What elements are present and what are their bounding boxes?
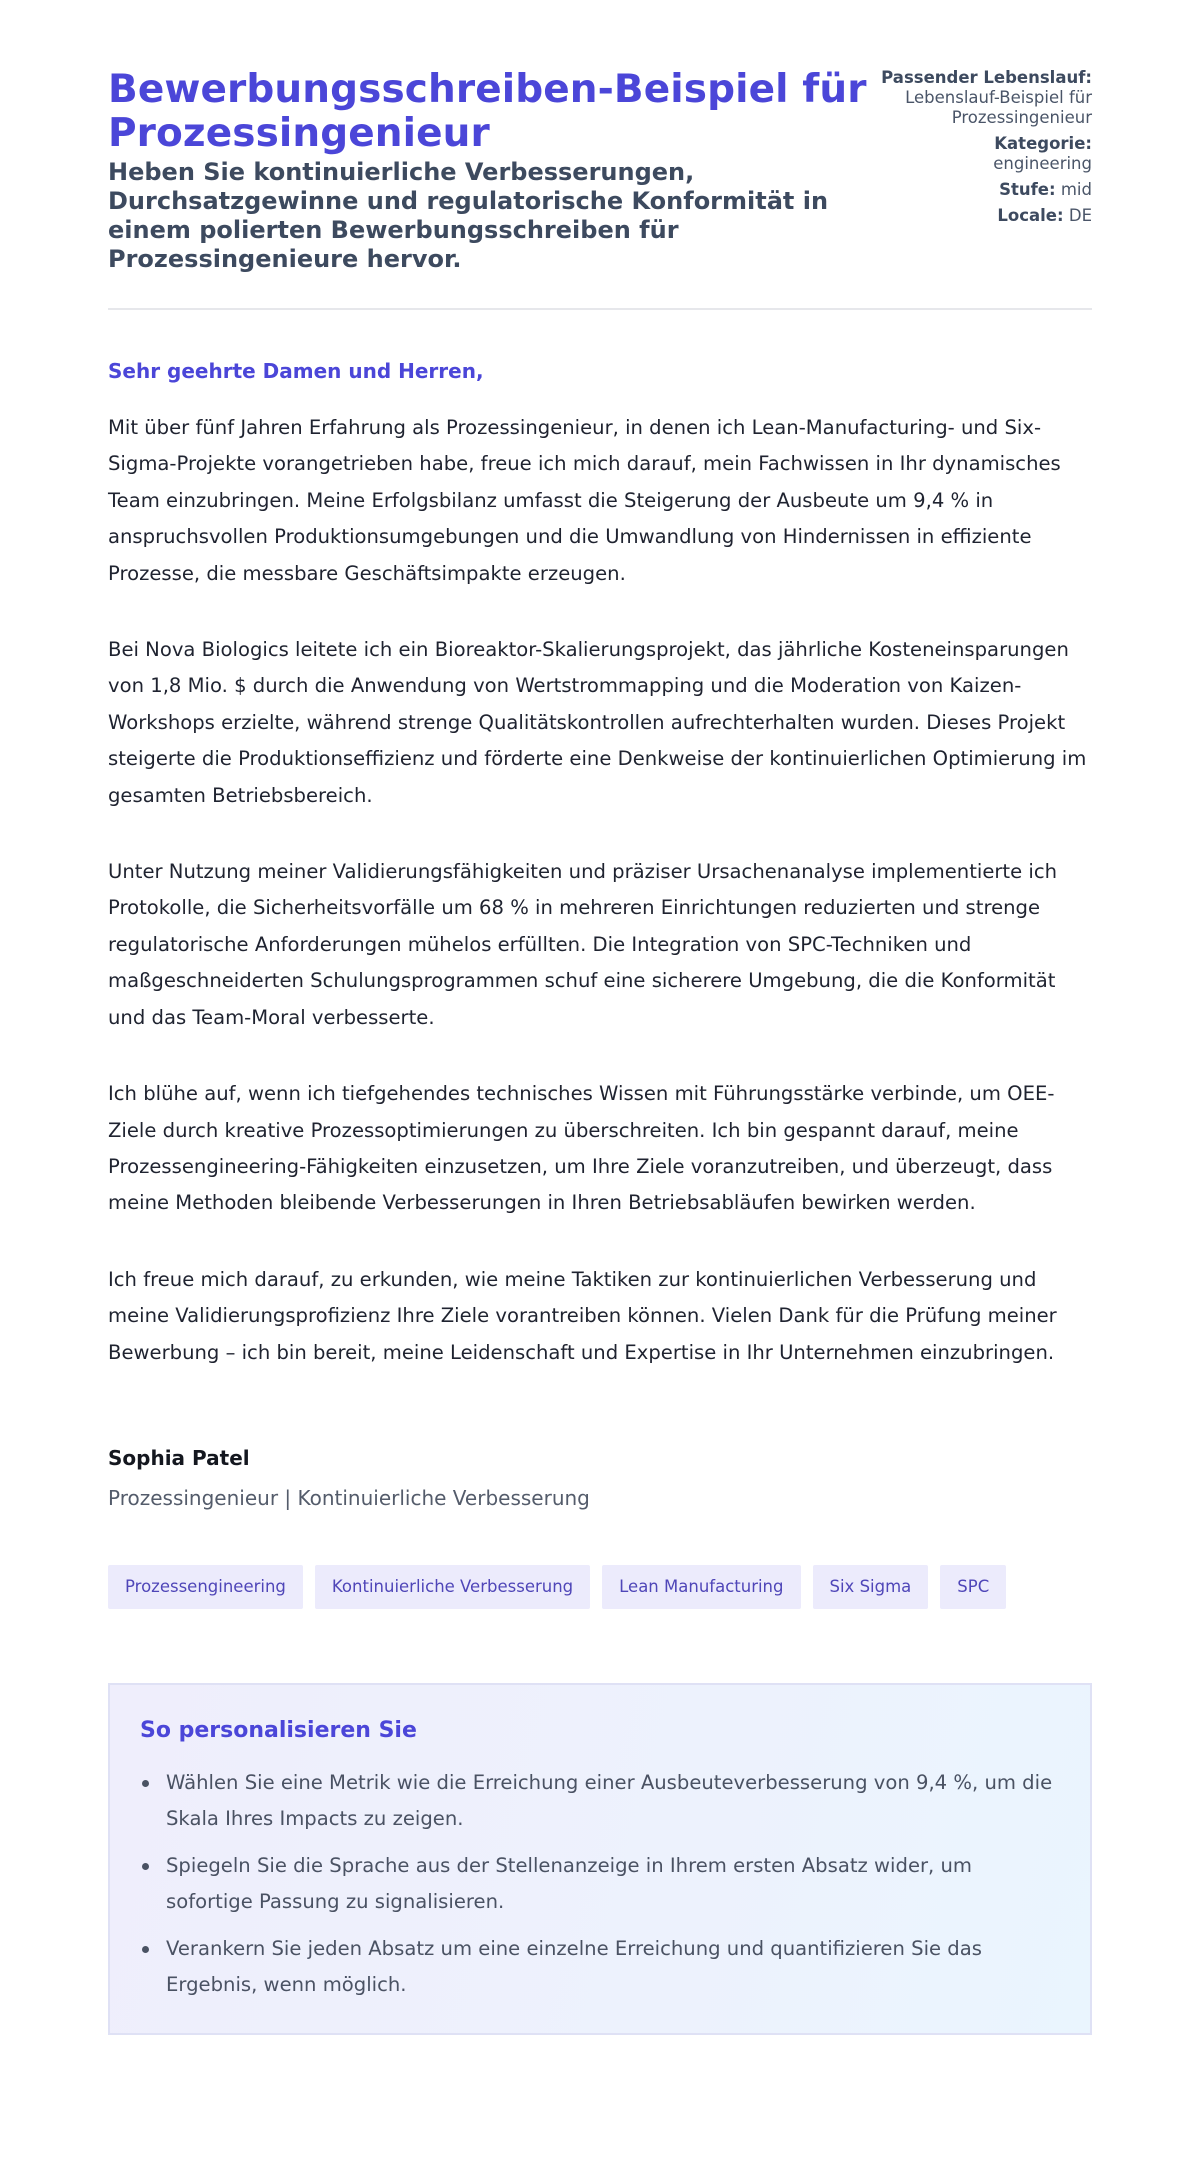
meta-category-value: engineering [993, 154, 1092, 173]
bullet-icon [142, 1863, 149, 1870]
page-title: Bewerbungsschreiben-Beispiel für Prozessingenieur [108, 67, 867, 156]
letter-body [108, 358, 1092, 1371]
tips-list [140, 1765, 1060, 2003]
signature [108, 1445, 1092, 1511]
tips-item-text: Verankern Sie jeden Absatz um eine einzelne Erreichung und quantifizieren Sie das Ergebnis, wenn möglich. [166, 1936, 982, 1996]
meta-level-label: Stufe: [999, 180, 1056, 199]
tips-item [140, 1931, 1060, 2004]
letter-paragraph-4: Ich blühe auf, wenn ich tiefgehendes technisches Wissen mit Führungsstärke verbinde, um OEE-Ziele durch kreative Prozessoptimierungen zu überschreiten. Ich bin gespannt darauf, meine Prozessengineering-Fähigkeiten einzusetzen, um Ihre Ziele voranzutreiben, und überzeugt, dass meine Methoden bleibende Verbesserungen in Ihren Betriebsabläufen bewirken werden. [108, 1082, 1055, 1215]
tips-title: So personalisieren Sie [140, 1717, 417, 1743]
tips-item [140, 1848, 1060, 1921]
page-subtitle: Heben Sie kontinuierliche Verbesserungen, Durchsatzgewinne und regulatorische Konformität in einem polierten Bewerbungsschreiben für Prozessingenieure hervor. [108, 158, 829, 273]
header-titles [108, 68, 878, 274]
personalization-tips [108, 1683, 1092, 2035]
meta-locale [878, 206, 1092, 226]
tips-item-text: Spiegeln Sie die Sprache aus der Stellenanzeige in Ihrem ersten Absatz wider, um sofortige Passung zu signalisieren. [166, 1853, 973, 1914]
page-header [108, 68, 1092, 310]
signature-title: Prozessingenieur | Kontinuierliche Verbesserung [108, 1485, 590, 1510]
meta-resume-label: Passender Lebenslauf: [881, 68, 1092, 87]
meta-locale-value: DE [1068, 206, 1092, 225]
signature-name: Sophia Patel [108, 1445, 250, 1470]
letter-paragraph-1: Mit über fünf Jahren Erfahrung als Prozessingenieur, in denen ich Lean-Manufacturing- und Six-Sigma-Projekte vorangetrieben habe, freue ich mich darauf, mein Fachwissen in Ihr dynamisches Team einzubringen. Meine Erfolgsbilanz umfasst die Steigerung der Ausbeute um 9,4 % in anspruchsvollen Produktionsumgebungen und die Umwandlung von Hindernissen in effiziente Prozesse, die messbare Geschäftsimpakte erzeugen. [108, 416, 1061, 585]
meta-category [878, 134, 1092, 174]
tips-item [140, 1765, 1060, 1838]
bullet-icon [142, 1946, 149, 1953]
meta-panel [878, 68, 1092, 232]
tag-spc[interactable]: SPC [940, 1565, 1006, 1609]
skill-tags [108, 1565, 1092, 1609]
meta-locale-label: Locale: [997, 206, 1064, 225]
meta-resume-link[interactable]: Lebenslauf-Beispiel für Prozessingenieur [905, 88, 1092, 127]
meta-level [878, 180, 1092, 200]
letter-greeting: Sehr geehrte Damen und Herren, [108, 359, 484, 383]
letter-paragraph-5: Ich freue mich darauf, zu erkunden, wie meine Taktiken zur kontinuierlichen Verbesserung und meine Validierungsprofizienz Ihre Ziele vorantreiben können. Vielen Dank für die Prüfung meiner Bewerbung – ich bin bereit, meine Leidenschaft und Expertise in Ihr Unternehmen einzubringen. [108, 1267, 1057, 1364]
meta-resume [878, 68, 1092, 128]
meta-level-value: mid [1060, 180, 1092, 199]
tips-item-text: Wählen Sie eine Metrik wie die Erreichung einer Ausbeuteverbesserung von 9,4 %, um die Skala Ihres Impacts zu zeigen. [166, 1770, 1053, 1831]
tag-kontinuierliche-verbesserung[interactable]: Kontinuierliche Verbesserung [315, 1565, 590, 1609]
bullet-icon [142, 1780, 149, 1787]
tag-lean-manufacturing[interactable]: Lean Manufacturing [602, 1565, 800, 1609]
tag-prozessengineering[interactable]: Prozessengineering [108, 1565, 303, 1609]
meta-category-label: Kategorie: [994, 134, 1092, 153]
letter-paragraphs [108, 410, 1092, 1371]
letter-paragraph-2: Bei Nova Biologics leitete ich ein Bioreaktor-Skalierungsprojekt, das jährliche Kosteneinsparungen von 1,8 Mio. $ durch die Anwendung von Wertstrommapping und die Moderation von Kaizen-Workshops erzielte, während strenge Qualitätskontrollen aufrechterhalten wurden. Dieses Projekt steigerte die Produktionseffizienz und förderte eine Denkweise der kontinuierlichen Optimierung im gesamten Betriebsbereich. [108, 638, 1087, 807]
tag-six-sigma[interactable]: Six Sigma [813, 1565, 929, 1609]
letter-paragraph-3: Unter Nutzung meiner Validierungsfähigkeiten und präziser Ursachenanalyse implementierte ich Protokolle, die Sicherheitsvorfälle um 68 % in mehreren Einrichtungen reduzierten und strenge regulatorische Anforderungen mühelos erfüllten. Die Integration von SPC-Techniken und maßgeschneiderten Schulungsprogrammen schuf eine sicherere Umgebung, die die Konformität und das Team-Moral verbesserte. [108, 860, 1058, 1029]
